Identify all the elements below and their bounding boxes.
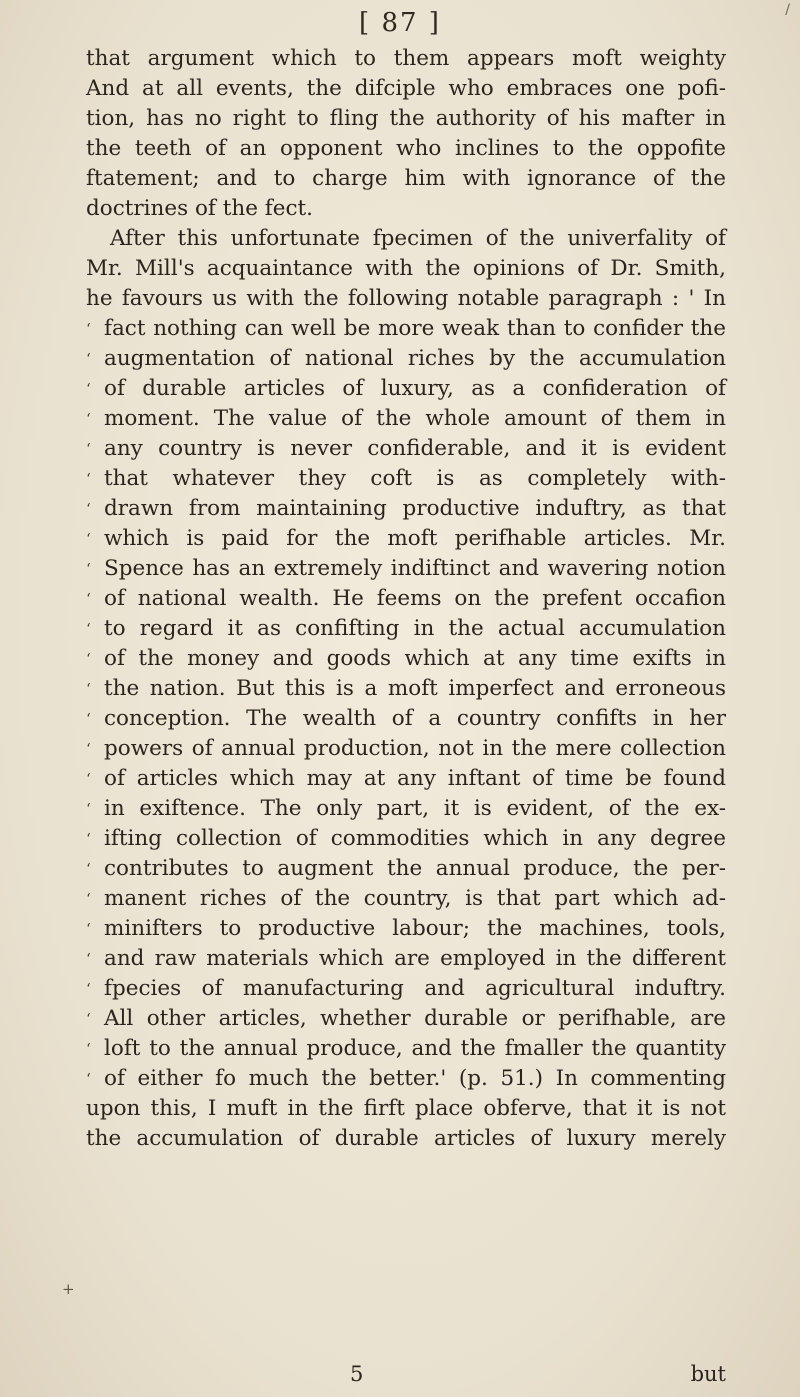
quote-mark: ‘ bbox=[86, 980, 91, 998]
text-line bbox=[86, 344, 726, 374]
text-line bbox=[86, 884, 726, 914]
quote-mark: ‘ bbox=[86, 950, 91, 968]
quoted-text: fact nothing can well be more weak than to confider the bbox=[104, 316, 726, 341]
quoted-text: fpecies of manufacturing and agricultural induftry. bbox=[104, 976, 726, 1001]
quote-mark: ‘ bbox=[86, 500, 91, 518]
text-line bbox=[86, 524, 726, 554]
quoted-text: All other articles, whether durable or perifhable, are bbox=[104, 1006, 726, 1031]
quote-mark: ‘ bbox=[86, 650, 91, 668]
margin-mark: + bbox=[62, 1280, 75, 1298]
text-line bbox=[86, 584, 726, 614]
quote-mark: ‘ bbox=[86, 560, 91, 578]
quoted-text: of either fo much the better.' (p. 51.) In commenting bbox=[104, 1066, 726, 1091]
text-line bbox=[86, 734, 726, 764]
quote-mark: ‘ bbox=[86, 920, 91, 938]
quote-mark: ‘ bbox=[86, 440, 91, 458]
quoted-text: minifters to productive labour; the machines, tools, bbox=[104, 916, 726, 941]
text-line bbox=[86, 614, 726, 644]
text-line: After this unfortunate fpecimen of the univerfality of bbox=[110, 226, 726, 251]
text-line bbox=[86, 914, 726, 944]
text-line bbox=[86, 674, 726, 704]
quote-mark: ‘ bbox=[86, 350, 91, 368]
quoted-text: the nation. But this is a moft imperfect and erroneous bbox=[104, 676, 726, 701]
quoted-text: powers of annual production, not in the mere collection bbox=[104, 736, 726, 761]
text-line bbox=[86, 1034, 726, 1064]
quoted-text: of the money and goods which at any time exifts in bbox=[104, 646, 726, 671]
quote-mark: ‘ bbox=[86, 800, 91, 818]
text-line bbox=[86, 464, 726, 494]
text-line bbox=[86, 554, 726, 584]
quote-mark: ‘ bbox=[86, 830, 91, 848]
quoted-text: of national wealth. He feems on the prefent occafion bbox=[104, 586, 726, 611]
quoted-text: conception. The wealth of a country confifts in her bbox=[104, 706, 726, 731]
text-line bbox=[86, 824, 726, 854]
text-line bbox=[86, 434, 726, 464]
text-line: ftatement; and to charge him with ignorance of the bbox=[86, 166, 726, 191]
text-line bbox=[86, 704, 726, 734]
quote-mark: ‘ bbox=[86, 380, 91, 398]
text-line bbox=[86, 1004, 726, 1034]
quote-mark: ‘ bbox=[86, 1010, 91, 1028]
quoted-text: ifting collection of commodities which in any degree bbox=[104, 826, 726, 851]
text-line: he favours us with the following notable paragraph : ' In bbox=[86, 286, 726, 311]
page-number-header: [ 87 ] bbox=[359, 8, 441, 38]
text-line bbox=[86, 644, 726, 674]
quote-mark: ‘ bbox=[86, 680, 91, 698]
quoted-text: of durable articles of luxury, as a confideration of bbox=[104, 376, 726, 401]
quoted-text: loft to the annual produce, and the fmaller the quantity bbox=[104, 1036, 726, 1061]
quoted-text: manent riches of the country, is that part which ad- bbox=[104, 886, 726, 911]
quoted-text: contributes to augment the annual produce, the per- bbox=[104, 856, 726, 881]
quote-mark: ‘ bbox=[86, 1040, 91, 1058]
text-line: that argument which to them appears moft weighty bbox=[86, 46, 726, 71]
quote-mark: ‘ bbox=[86, 320, 91, 338]
signature-mark: 5 bbox=[350, 1362, 364, 1386]
quote-mark: ‘ bbox=[86, 530, 91, 548]
text-line bbox=[86, 794, 726, 824]
quoted-text: and raw materials which are employed in the different bbox=[104, 946, 726, 971]
text-line bbox=[86, 404, 726, 434]
quote-mark: ‘ bbox=[86, 740, 91, 758]
quote-mark: ‘ bbox=[86, 860, 91, 878]
quoted-text: which is paid for the moft perifhable articles. Mr. bbox=[104, 526, 726, 551]
quoted-text: any country is never confiderable, and it is evident bbox=[104, 436, 726, 461]
body-text bbox=[86, 44, 726, 1154]
quoted-text: moment. The value of the whole amount of them in bbox=[104, 406, 726, 431]
text-line: the accumulation of durable articles of luxury merely bbox=[86, 1126, 726, 1151]
text-line: And at all events, the difciple who embraces one pofi- bbox=[86, 76, 726, 101]
quote-mark: ‘ bbox=[86, 620, 91, 638]
text-line: tion, has no right to fling the authority of his mafter in bbox=[86, 106, 726, 131]
text-line bbox=[86, 764, 726, 794]
quoted-text: that whatever they coft is as completely with- bbox=[104, 466, 726, 491]
quote-mark: ‘ bbox=[86, 410, 91, 428]
quoted-text: to regard it as confifting in the actual accumulation bbox=[104, 616, 726, 641]
quote-mark: ‘ bbox=[86, 590, 91, 608]
corner-mark: / bbox=[785, 2, 790, 18]
page-footer bbox=[86, 1362, 726, 1392]
text-line: Mr. Mill's acquaintance with the opinions of Dr. Smith, bbox=[86, 256, 726, 281]
text-line bbox=[86, 374, 726, 404]
text-line bbox=[86, 494, 726, 524]
text-line: upon this, I muft in the firft place obferve, that it is not bbox=[86, 1096, 726, 1121]
quoted-text: Spence has an extremely indiftinct and wavering notion bbox=[104, 556, 726, 581]
quoted-text: of articles which may at any inftant of time be found bbox=[104, 766, 726, 791]
text-line: doctrines of the fect. bbox=[86, 196, 313, 221]
text-line bbox=[86, 314, 726, 344]
catchword: but bbox=[690, 1362, 726, 1386]
text-line bbox=[86, 854, 726, 884]
text-line bbox=[86, 1064, 726, 1094]
quote-mark: ‘ bbox=[86, 470, 91, 488]
quote-mark: ‘ bbox=[86, 770, 91, 788]
quote-mark: ‘ bbox=[86, 890, 91, 908]
text-line bbox=[86, 974, 726, 1004]
quote-mark: ‘ bbox=[86, 710, 91, 728]
text-line: the teeth of an opponent who inclines to the oppofite bbox=[86, 136, 726, 161]
quoted-text: drawn from maintaining productive induftry, as that bbox=[104, 496, 726, 521]
quoted-text: in exiftence. The only part, it is evident, of the ex- bbox=[104, 796, 726, 821]
quote-mark: ‘ bbox=[86, 1070, 91, 1088]
text-line bbox=[86, 944, 726, 974]
quoted-text: augmentation of national riches by the accumulation bbox=[104, 346, 726, 371]
